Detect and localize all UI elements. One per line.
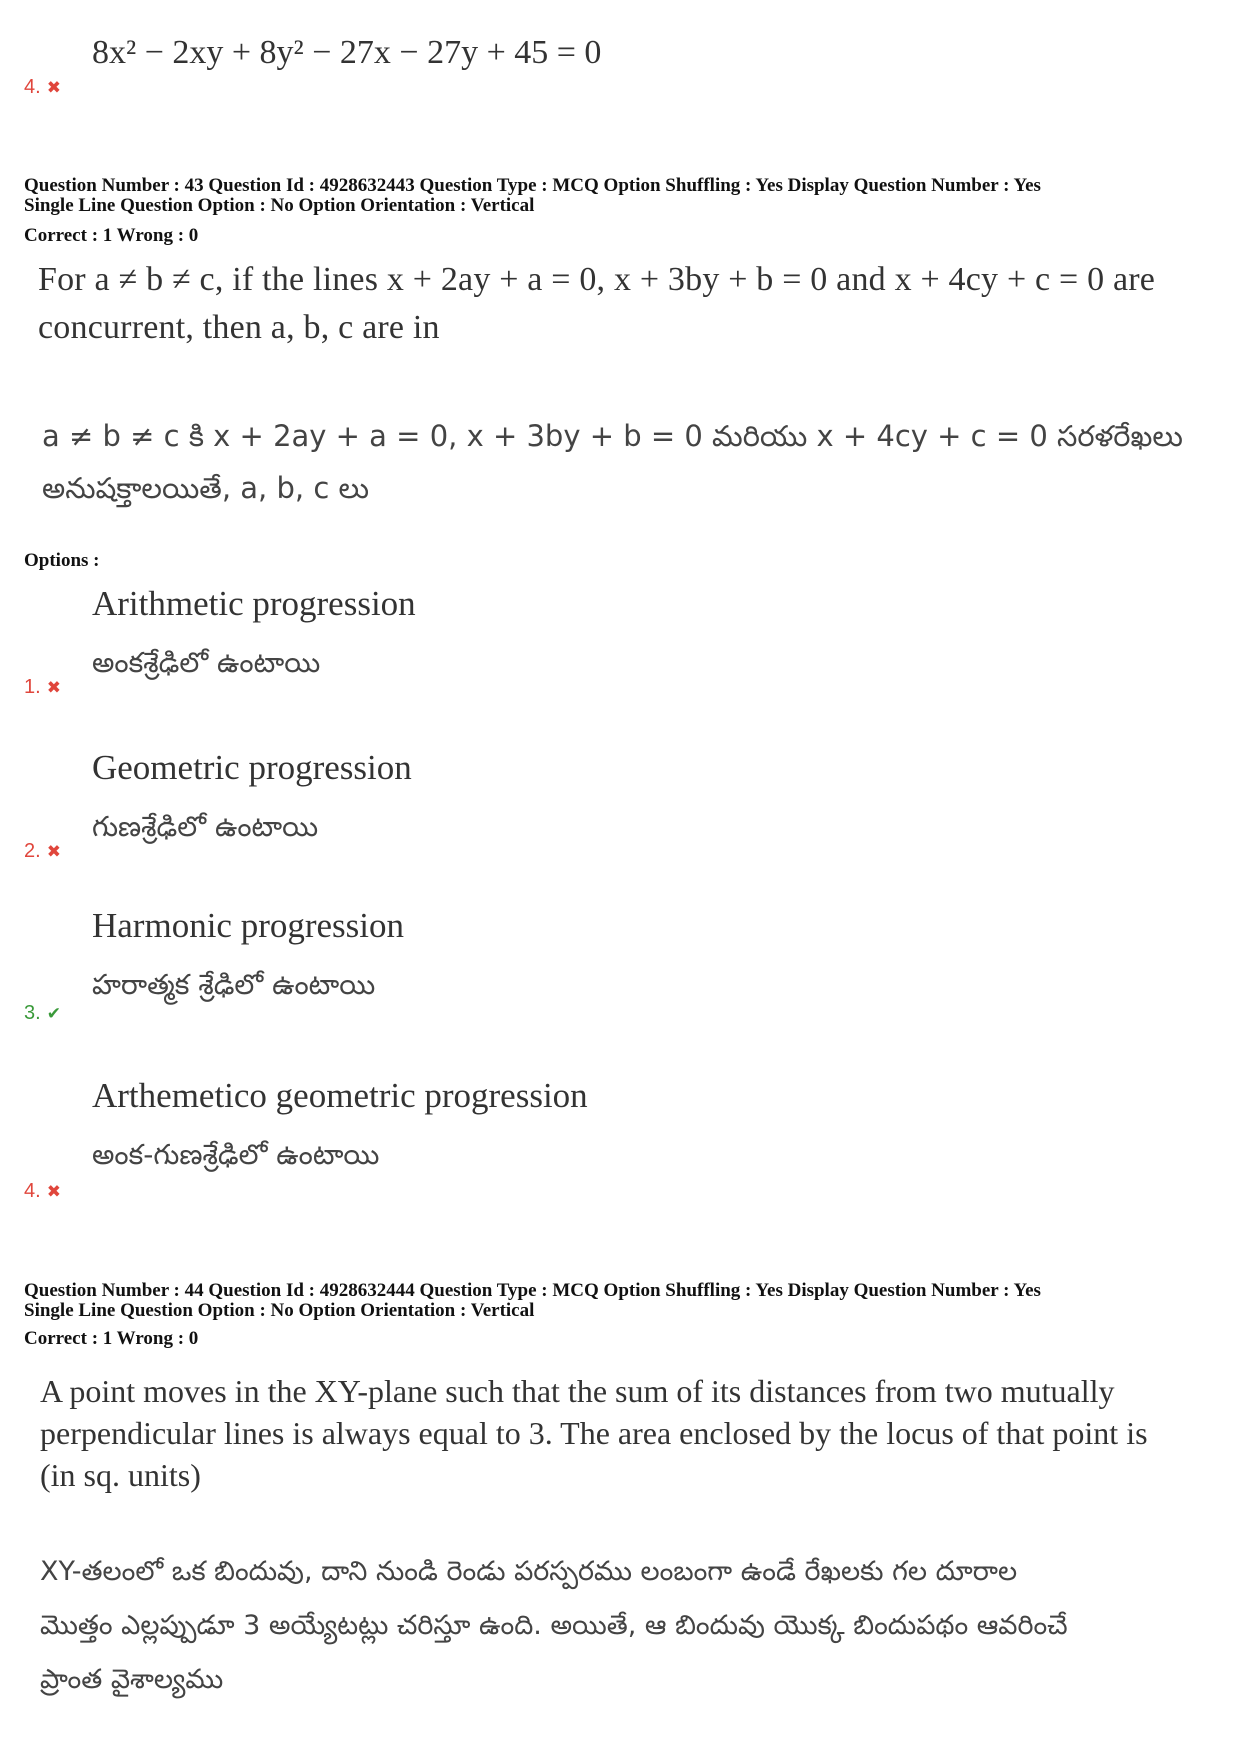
q44-telugu-line1: XY-తలంలో ఒక బిందువు, దాని నుండి రెండు పరస్పరము లంబంగా ఉండే రేఖలకు గల దూరాల — [40, 1556, 1018, 1587]
q44-english-line2: perpendicular lines is always equal to 3. The area enclosed by the locus of that point is — [40, 1415, 1148, 1451]
q43-option-3-english: Harmonic progression — [92, 906, 405, 945]
prev-option-4-number: 4. — [24, 76, 41, 98]
q44-english-text — [40, 1370, 1220, 1496]
q43-option-3-number: 3. — [24, 1002, 41, 1024]
cross-icon: ✖ — [46, 78, 61, 98]
prev-option-4-marker — [24, 76, 61, 99]
q43-option-3-marker — [24, 1002, 61, 1025]
q43-option-4-telugu: అంక-గుణశ్రేఢిలో ఉంటాయి — [92, 1138, 380, 1171]
cross-icon: ✖ — [46, 678, 61, 698]
q43-meta-line2: Single Line Question Option : No Option Orientation : Vertical — [24, 195, 535, 216]
prev-option-4-equation: 8x² − 2xy + 8y² − 27x − 27y + 45 = 0 — [92, 34, 602, 71]
cross-icon: ✖ — [46, 1182, 61, 1202]
q43-option-3-telugu: హరాత్మక శ్రేఢిలో ఉంటాయి — [92, 968, 376, 1001]
q44-english-line3: (in sq. units) — [40, 1457, 201, 1493]
check-icon: ✔ — [46, 1004, 61, 1024]
q43-option-2-english: Geometric progression — [92, 748, 412, 787]
q43-option-1-number: 1. — [24, 676, 41, 698]
q44-meta-line1: Question Number : 44 Question Id : 4928632444 Question Type : MCQ Option Shuffling : Yes Display Question Number : Yes — [24, 1280, 1041, 1301]
q43-option-1-marker — [24, 676, 61, 699]
cross-icon: ✖ — [46, 842, 61, 862]
q43-option-1-telugu: అంకశ్రేఢిలో ఉంటాయి — [92, 646, 321, 679]
q44-meta-line2: Single Line Question Option : No Option Orientation : Vertical — [24, 1300, 535, 1321]
q43-option-4-number: 4. — [24, 1180, 41, 1202]
q43-meta-line3: Correct : 1 Wrong : 0 — [24, 225, 199, 246]
q43-option-4-marker — [24, 1180, 61, 1203]
q43-option-2-telugu: గుణశ్రేఢిలో ఉంటాయి — [92, 810, 319, 843]
q43-english-line2: concurrent, then a, b, c are in — [38, 309, 440, 346]
q44-meta-line3: Correct : 1 Wrong : 0 — [24, 1328, 199, 1349]
q43-option-1-english: Arithmetic progression — [92, 584, 416, 623]
q43-telugu-line1: a ≠ b ≠ c కి x + 2ay + a = 0, x + 3by + b = 0 మరియు x + 4cy + c = 0 సరళరేఖలు — [42, 419, 1183, 453]
q43-english-text — [38, 256, 1218, 352]
q44-telugu-line2: మొత్తం ఎల్లప్పుడూ 3 అయ్యేటట్లు చరిస్తూ ఉంది. అయితే, ఆ బిందువు యొక్క బిందుపథం ఆవరించే — [40, 1610, 1068, 1641]
q44-english-line1: A point moves in the XY-plane such that the sum of its distances from two mutually — [40, 1373, 1115, 1409]
q43-telugu-text — [42, 410, 1222, 514]
q43-telugu-line2: అనుషక్తాలయితే, a, b, c లు — [42, 471, 370, 505]
q43-option-2-number: 2. — [24, 840, 41, 862]
q44-telugu-line3: ప్రాంత వైశాల్యము — [40, 1664, 224, 1695]
options-label: Options : — [24, 550, 100, 571]
q43-option-2-marker — [24, 840, 61, 863]
q43-option-4-english: Arthemetico geometric progression — [92, 1076, 588, 1115]
q43-meta-line1: Question Number : 43 Question Id : 4928632443 Question Type : MCQ Option Shuffling : Yes Display Question Number : Yes — [24, 175, 1041, 196]
q43-english-line1: For a ≠ b ≠ c, if the lines x + 2ay + a = 0, x + 3by + b = 0 and x + 4cy + c = 0 are — [38, 261, 1156, 298]
q44-telugu-text — [40, 1545, 1220, 1707]
